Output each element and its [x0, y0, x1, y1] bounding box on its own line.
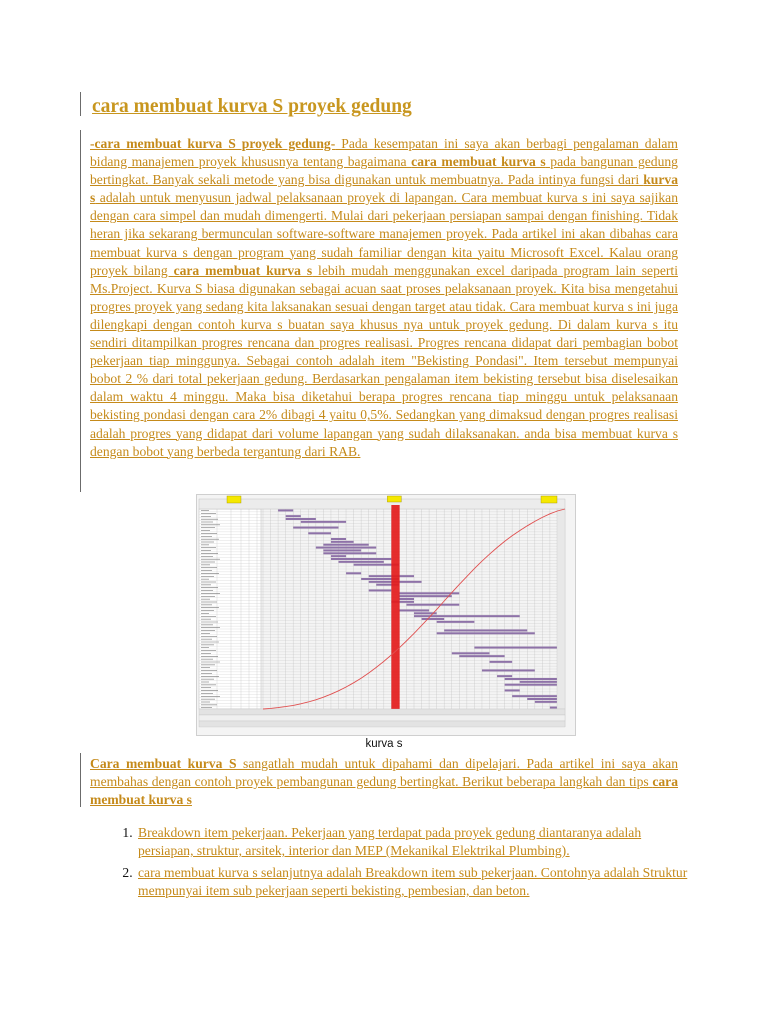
left-margin-bar — [80, 130, 81, 492]
step-text: cara membuat kurva s selanjutnya adalah Breakdown item sub pekerjaan. Contohnya adalah Struktur mempunyai item sub pekerjaan seperti bekisting, pembesian, dan beton. — [138, 865, 688, 898]
gantt-bar — [406, 604, 459, 606]
gantt-bar — [505, 678, 565, 680]
intro-text-2: pada bangunan gedung bertingkat. Banyak sekali metode yang bisa digunakan untuk membuatnya. Pada intinya fungsi dari — [90, 154, 678, 188]
steps-bold-2: cara membuat kurva s — [90, 774, 678, 808]
gantt-bar — [422, 618, 445, 620]
gantt-bar — [286, 518, 316, 520]
gantt-bar — [437, 632, 535, 634]
gantt-bar — [505, 684, 558, 686]
gantt-bar — [452, 652, 490, 654]
intro-text-1: Pada kesempatan ini saya akan berbagi pengalaman dalam bidang manajemen proyek khususnya tentang bagaimana — [90, 136, 679, 170]
intro-bold-2: kurva s — [90, 172, 678, 206]
gantt-bar — [278, 509, 293, 511]
steps-list — [110, 824, 696, 904]
gantt-bar — [505, 689, 520, 691]
gantt-bar — [301, 521, 346, 523]
gantt-bar — [308, 532, 331, 534]
gantt-bar — [459, 655, 504, 657]
steps-text-1: sangatlah mudah untuk dipahami dan dipelajari. Pada artikel ini saya akan membahas dengan contoh proyek pembangunan gedung bertingkat. Berikut beberapa langkah dan tips — [90, 756, 678, 790]
header-band — [199, 499, 565, 509]
current-week-highlight — [391, 505, 399, 727]
progress-summary-row — [199, 709, 565, 715]
list-item[interactable] — [136, 864, 696, 900]
gantt-bar — [323, 544, 368, 546]
marker-label-right — [541, 496, 557, 503]
gantt-bar — [444, 629, 527, 631]
steps-intro-paragraph[interactable] — [90, 755, 678, 809]
progress-summary-row — [199, 721, 565, 727]
gantt-bar — [323, 552, 376, 554]
gantt-bar — [331, 541, 354, 543]
gantt-bar — [482, 669, 535, 671]
intro-bold-1: cara membuat kurva s — [411, 154, 546, 170]
gantt-bar — [490, 661, 513, 663]
left-margin-bar — [80, 92, 81, 116]
chart-caption: kurva s — [365, 738, 403, 750]
kurva-s-schedule-svg — [197, 495, 575, 735]
gantt-bar — [399, 595, 452, 597]
step-text: Breakdown item pekerjaan. Pekerjaan yang terdapat pada proyek gedung diantaranya adalah persiapan, struktur, arsitek, interior dan MEP (Mekanikal Elektrikal Plumbing). — [138, 825, 642, 858]
marker-label-current — [387, 496, 401, 502]
gantt-bar — [399, 598, 414, 600]
gantt-bar — [474, 647, 565, 649]
article-title[interactable]: cara membuat kurva S proyek gedung — [92, 96, 412, 117]
intro-lead-bold: -cara membuat kurva S proyek gedung- — [90, 136, 336, 151]
kurva-s-chart-image — [196, 494, 576, 736]
gantt-bar — [316, 547, 376, 549]
gantt-bar — [369, 589, 392, 591]
gantt-bar — [399, 609, 429, 611]
marker-label-left — [227, 496, 241, 503]
gantt-bar — [331, 538, 346, 540]
steps-bold-1: Cara membuat kurva S — [90, 756, 237, 771]
left-margin-bar — [80, 753, 81, 807]
gantt-bar — [437, 621, 475, 623]
intro-paragraph[interactable] — [90, 135, 678, 461]
gantt-bar — [331, 558, 391, 560]
intro-text-4: lebih mudah menggunakan excel daripada program lain seperti Ms.Project. Kurva S biasa digunakan sebagai acuan saat proses pelaksanaan proyek. Kita bisa mengetahui progres proyek yang sedang kita laksanakan sesuai dengan target atau tidak. Cara membuat kurva s ini juga dilengkapi dengan contoh kurva s buatan saya khusus nya untuk proyek gedung. Di dalam kurva s itu sendiri ditampilkan progres rencana dan progres realisasi. Progres rencana didapat dari pembagian bobot pekerjaan tiap minggunya. Sebagai contoh adalah item "Bekisting Pondasi". Item tersebut mempunyai bobot 2 % dari total pekerjaan gedung. Berdasarkan pengalaman item bekisting tersebut bisa diselesaikan dalam waktu 4 minggu. Maka bisa diketahui berapa progres rencana tiap minggu untuk pelaksanaan bekisting pondasi dengan cara 2% dibagi 4 yaitu 0,5%. Sedangkan yang dimaksud dengan progres realisasi adalah progres yang didapat dari volume lapangan yang sudah dilaksanakan. anda bisa membuat kurva s dengan bobot yang berbeda tergantung dari RAB. — [90, 262, 678, 459]
gantt-bar — [331, 555, 346, 557]
gantt-bar — [346, 572, 361, 574]
intro-text-3: adalah untuk menyusun jadwal pelaksanaan proyek di lapangan. Cara membuat kurva s ini saya sajikan dengan cara simpel dan mudah dimengerti. Mulai dari pekerjaan persiapan sampai dengan finishing. Tidak heran jika sekarang bermunculan software-software manajemen proyek. Pada artikel ini akan dibahas cara membuat kurva s dengan program yang sudah familiar dengan kita yaitu Microsoft Excel. Kalau orang proyek bilang — [90, 190, 678, 278]
gantt-bar — [293, 527, 338, 529]
gantt-bar — [286, 515, 301, 517]
list-item[interactable] — [136, 824, 696, 860]
gantt-bar — [323, 549, 361, 551]
gantt-bar — [497, 675, 512, 677]
weight-column — [557, 509, 565, 709]
progress-summary-row — [199, 715, 565, 721]
intro-bold-3: cara membuat kurva s — [173, 262, 313, 278]
gantt-bar — [339, 561, 384, 563]
